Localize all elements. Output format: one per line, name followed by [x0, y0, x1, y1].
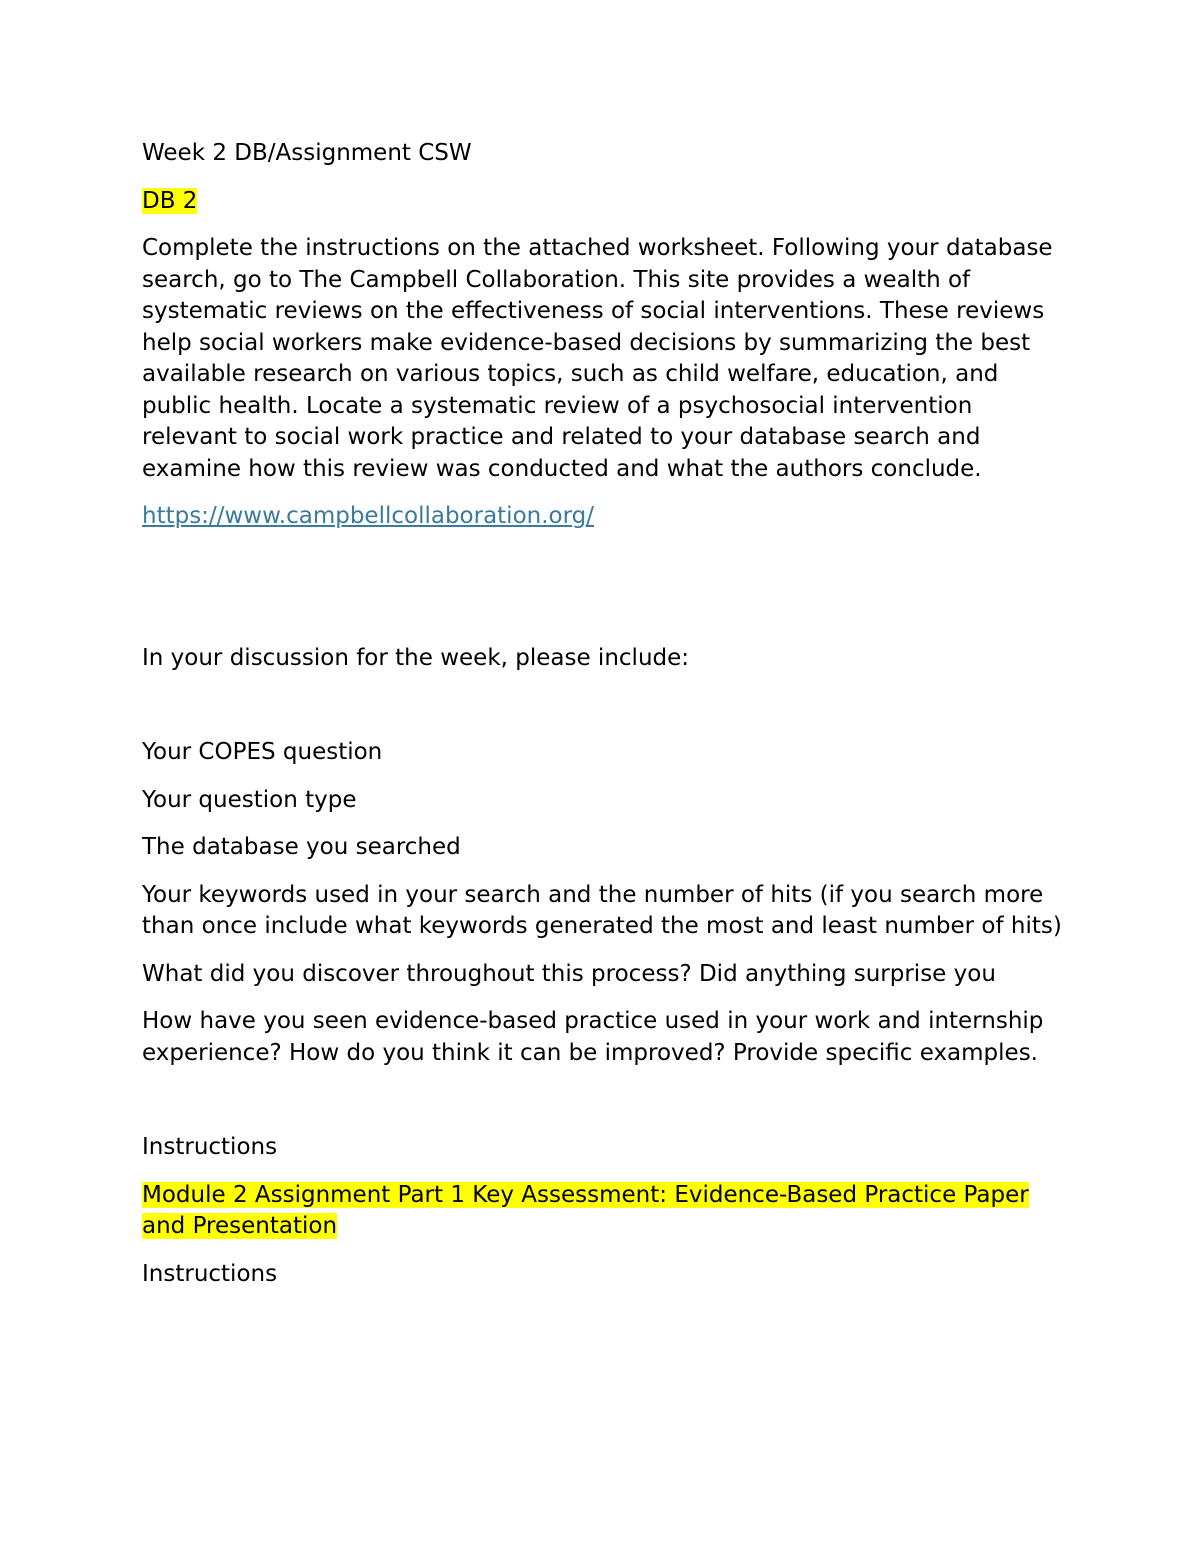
spacer	[142, 1085, 1072, 1132]
module-heading	[142, 1180, 1072, 1243]
module-heading-highlight: Module 2 Assignment Part 1 Key Assessment: Evidence-Based Practice Paper and Presentation	[142, 1181, 1029, 1239]
spacer	[142, 690, 1072, 737]
discussion-item-question-type: Your question type	[142, 786, 357, 813]
db-heading-highlight: DB 2	[142, 187, 198, 214]
discussion-lead: In your discussion for the week, please include:	[142, 644, 690, 671]
instructions-label-1: Instructions	[142, 1134, 278, 1160]
discussion-item-discover: What did you discover throughout this process? Did anything surprise you	[142, 960, 996, 987]
spacer	[142, 549, 1072, 643]
instructions-label-2: Instructions	[142, 1260, 278, 1287]
discussion-item-database: The database you searched	[142, 834, 461, 860]
intro-paragraph: Complete the instructions on the attached worksheet. Following your database search, go to The Campbell Collaboration. This site provides a wealth of systematic reviews on the effectiveness of social interventions. These reviews help social workers make evidence-based decisions by summarizing the best available research on various topics, such as child welfare, education, and public health. Locate a systematic review of a psychosocial intervention relevant to social work practice and related to your database search and examine how this review was conducted and what the authors conclude.	[142, 235, 1053, 482]
campbell-link-line	[142, 501, 1072, 533]
document-page	[142, 138, 1072, 1306]
discussion-item-ebp: How have you seen evidence-based practice used in your work and internship experience? How do you think it can be improved? Provide specific examples.	[142, 1008, 1044, 1066]
document-title: Week 2 DB/Assignment CSW	[142, 140, 472, 166]
discussion-item-keywords: Your keywords used in your search and the number of hits (if you search more than once include what keywords generated the most and least number of hits)	[142, 881, 1062, 939]
db-heading	[142, 186, 1072, 218]
campbell-link[interactable]: https://www.campbellcollaboration.org/	[142, 503, 595, 529]
discussion-item-copes: Your COPES question	[142, 739, 383, 765]
